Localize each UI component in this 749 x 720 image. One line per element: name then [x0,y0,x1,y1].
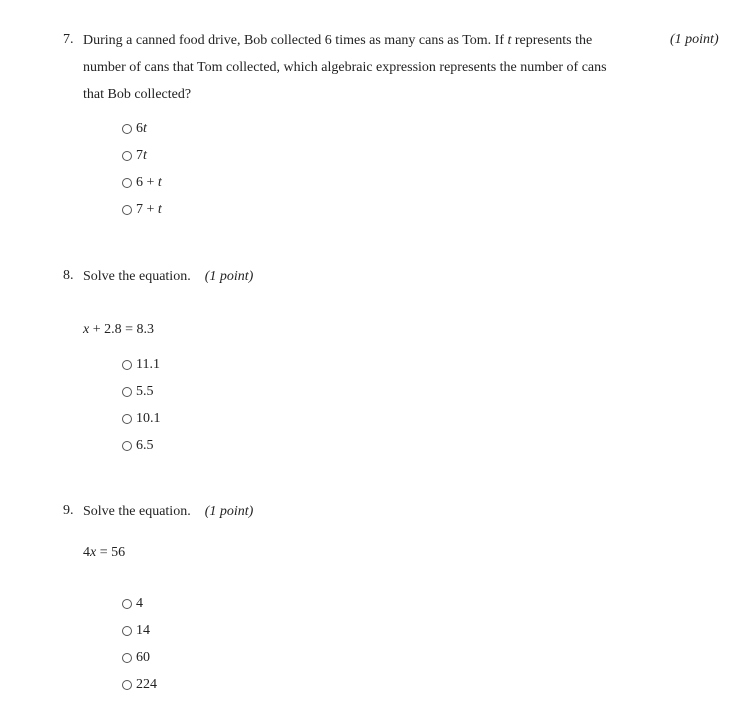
radio-button[interactable] [122,124,132,134]
answer-option[interactable]: 11.1 [122,356,160,374]
points-label: (1 point) [670,32,719,47]
question-number: 7. [63,32,74,47]
radio-button[interactable] [122,626,132,636]
answer-option[interactable]: 5.5 [122,383,154,401]
equation: 4x = 56 [83,545,126,560]
radio-button[interactable] [122,653,132,663]
question-text-line: During a canned food drive, Bob collected 6 times as many cans as Tom. If t represents the [83,33,593,48]
answer-option[interactable]: 224 [122,676,157,694]
answer-option[interactable]: 7t [122,147,147,165]
points-label: (1 point) [204,269,254,284]
answer-option[interactable]: 7 + t [122,201,162,219]
radio-button[interactable] [122,680,132,690]
answer-option[interactable]: 60 [122,649,150,667]
answer-option[interactable]: 14 [122,622,150,640]
question-text: Solve the equation. (1 point) [83,269,254,284]
radio-button[interactable] [122,178,132,188]
radio-button[interactable] [122,441,132,451]
answer-option[interactable]: 10.1 [122,410,161,428]
answer-option[interactable]: 6.5 [122,437,154,455]
radio-button[interactable] [122,414,132,424]
radio-button[interactable] [122,151,132,161]
points-label: (1 point) [204,504,254,519]
question-text-line: that Bob collected? [83,87,192,102]
radio-button[interactable] [122,599,132,609]
question-text: Solve the equation. (1 point) [83,504,254,519]
equation: x + 2.8 = 8.3 [83,322,155,337]
radio-button[interactable] [122,360,132,370]
question-text-line: number of cans that Tom collected, which algebraic expression represents the number of cans [83,60,607,75]
question-number: 9. [63,503,74,518]
question-number: 8. [63,268,74,283]
radio-button[interactable] [122,387,132,397]
question-text [83,27,607,108]
answer-option[interactable]: 6t [122,120,147,138]
answer-option[interactable]: 4 [122,595,143,613]
answer-option[interactable]: 6 + t [122,174,162,192]
radio-button[interactable] [122,205,132,215]
